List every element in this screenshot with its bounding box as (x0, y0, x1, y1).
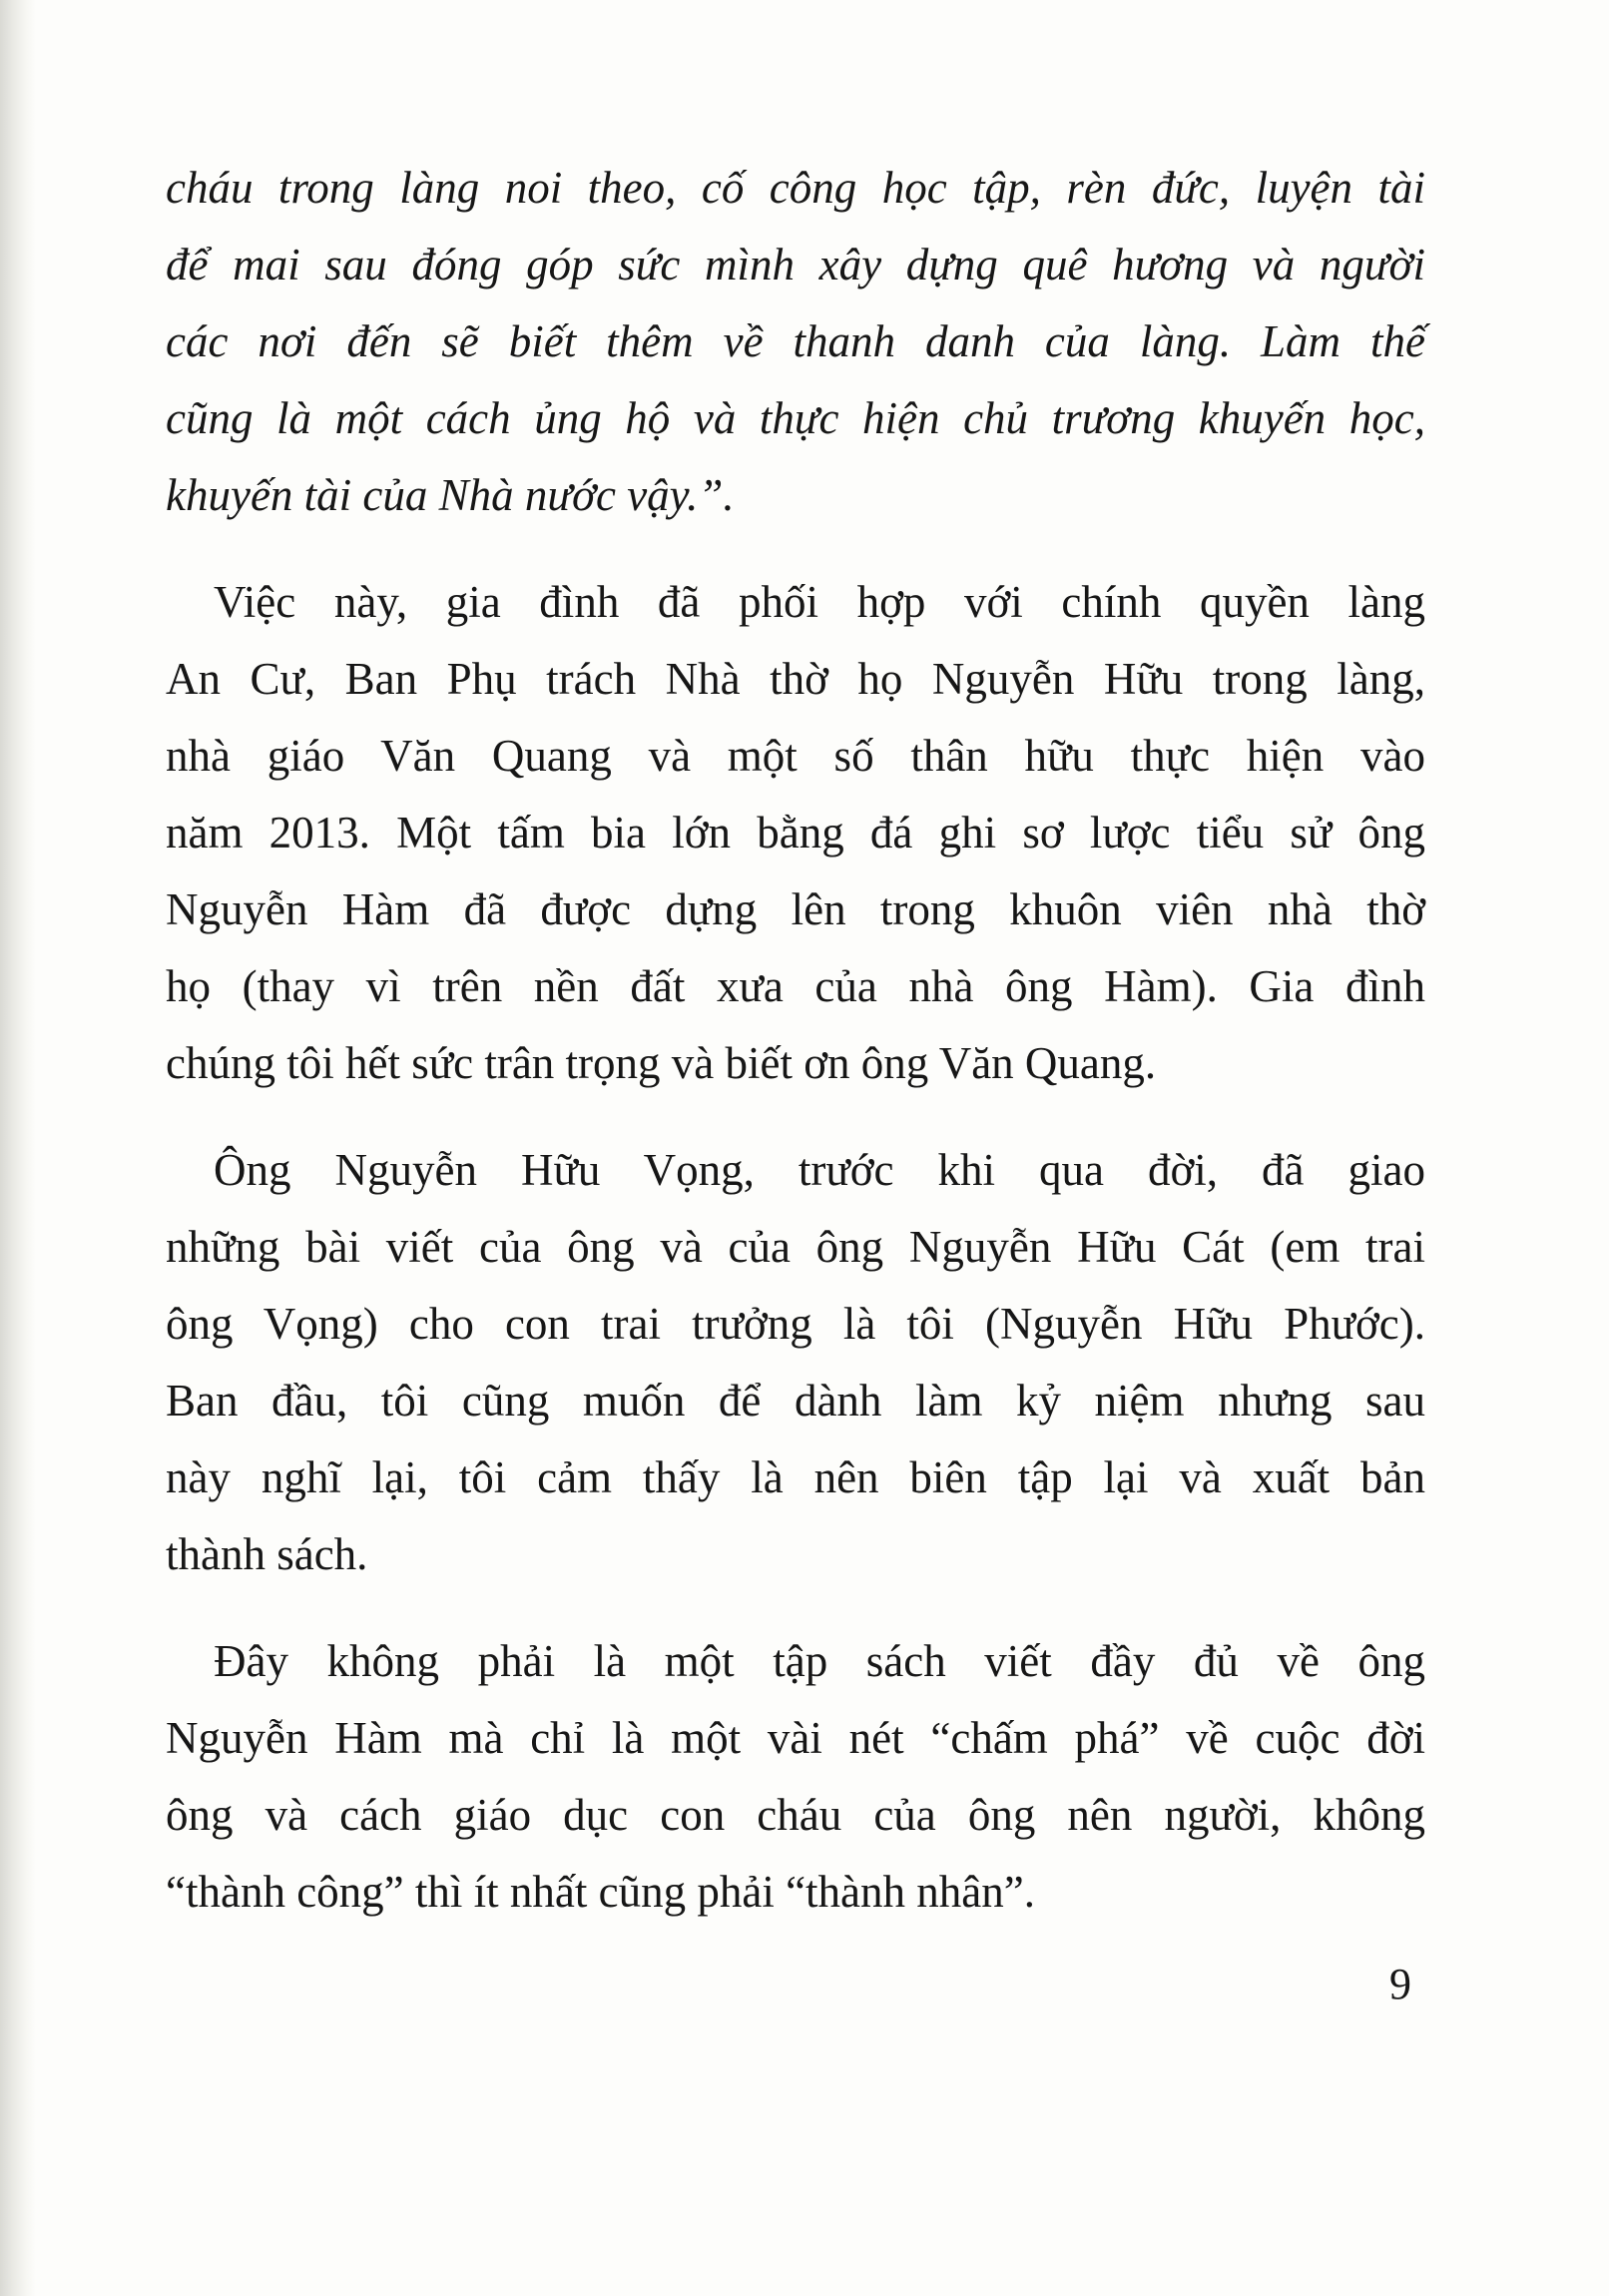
text-line: những bài viết của ông và của ông Nguyễn Hữu Cát (em trai (166, 1222, 1425, 1272)
text-line: để mai sau đóng góp sức mình xây dựng quê hương và người (166, 240, 1425, 289)
text-line: Đây không phải là một tập sách viết đầy đủ về ông (214, 1636, 1425, 1686)
text-line: An Cư, Ban Phụ trách Nhà thờ họ Nguyễn Hữu trong làng, (166, 654, 1425, 704)
scan-edge-shadow (0, 0, 36, 2296)
text-line: Ban đầu, tôi cũng muốn để dành làm kỷ niệm nhưng sau (166, 1376, 1425, 1426)
text-line: cháu trong làng noi theo, cố công học tập, rèn đức, luyện tài (166, 163, 1425, 213)
paragraph (166, 150, 1425, 534)
text-line: Nguyễn Hàm đã được dựng lên trong khuôn viên nhà thờ (166, 884, 1425, 934)
text-line: “thành công” thì ít nhất cũng phải “thành nhân”. (166, 1867, 1035, 1917)
paragraph (166, 1623, 1425, 1931)
paragraph (166, 564, 1425, 1102)
text-line: Ông Nguyễn Hữu Vọng, trước khi qua đời, đã giao (214, 1145, 1425, 1195)
text-line: Việc này, gia đình đã phối hợp với chính quyền làng (214, 577, 1425, 627)
text-line: này nghĩ lại, tôi cảm thấy là nên biên tập lại và xuất bản (166, 1452, 1425, 1502)
page-text-block (166, 150, 1425, 1961)
text-line: năm 2013. Một tấm bia lớn bằng đá ghi sơ lược tiểu sử ông (166, 808, 1425, 858)
text-line: cũng là một cách ủng hộ và thực hiện chủ trương khuyến học, (166, 393, 1425, 443)
text-line: ông Vọng) cho con trai trưởng là tôi (Nguyễn Hữu Phước). (166, 1299, 1425, 1349)
text-line: họ (thay vì trên nền đất xưa của nhà ông Hàm). Gia đình (166, 961, 1425, 1011)
text-line: thành sách. (166, 1529, 368, 1579)
text-line: chúng tôi hết sức trân trọng và biết ơn ông Văn Quang. (166, 1038, 1157, 1088)
text-line: khuyến tài của Nhà nước vậy.”. (166, 470, 735, 520)
text-line: Nguyễn Hàm mà chỉ là một vài nét “chấm phá” về cuộc đời (166, 1713, 1425, 1763)
page-number: 9 (1389, 1960, 1411, 2009)
text-line: các nơi đến sẽ biết thêm về thanh danh của làng. Làm thế (166, 316, 1425, 366)
text-line: ông và cách giáo dục con cháu của ông nên người, không (166, 1790, 1425, 1840)
text-line: nhà giáo Văn Quang và một số thân hữu thực hiện vào (166, 731, 1425, 781)
paragraph (166, 1132, 1425, 1593)
